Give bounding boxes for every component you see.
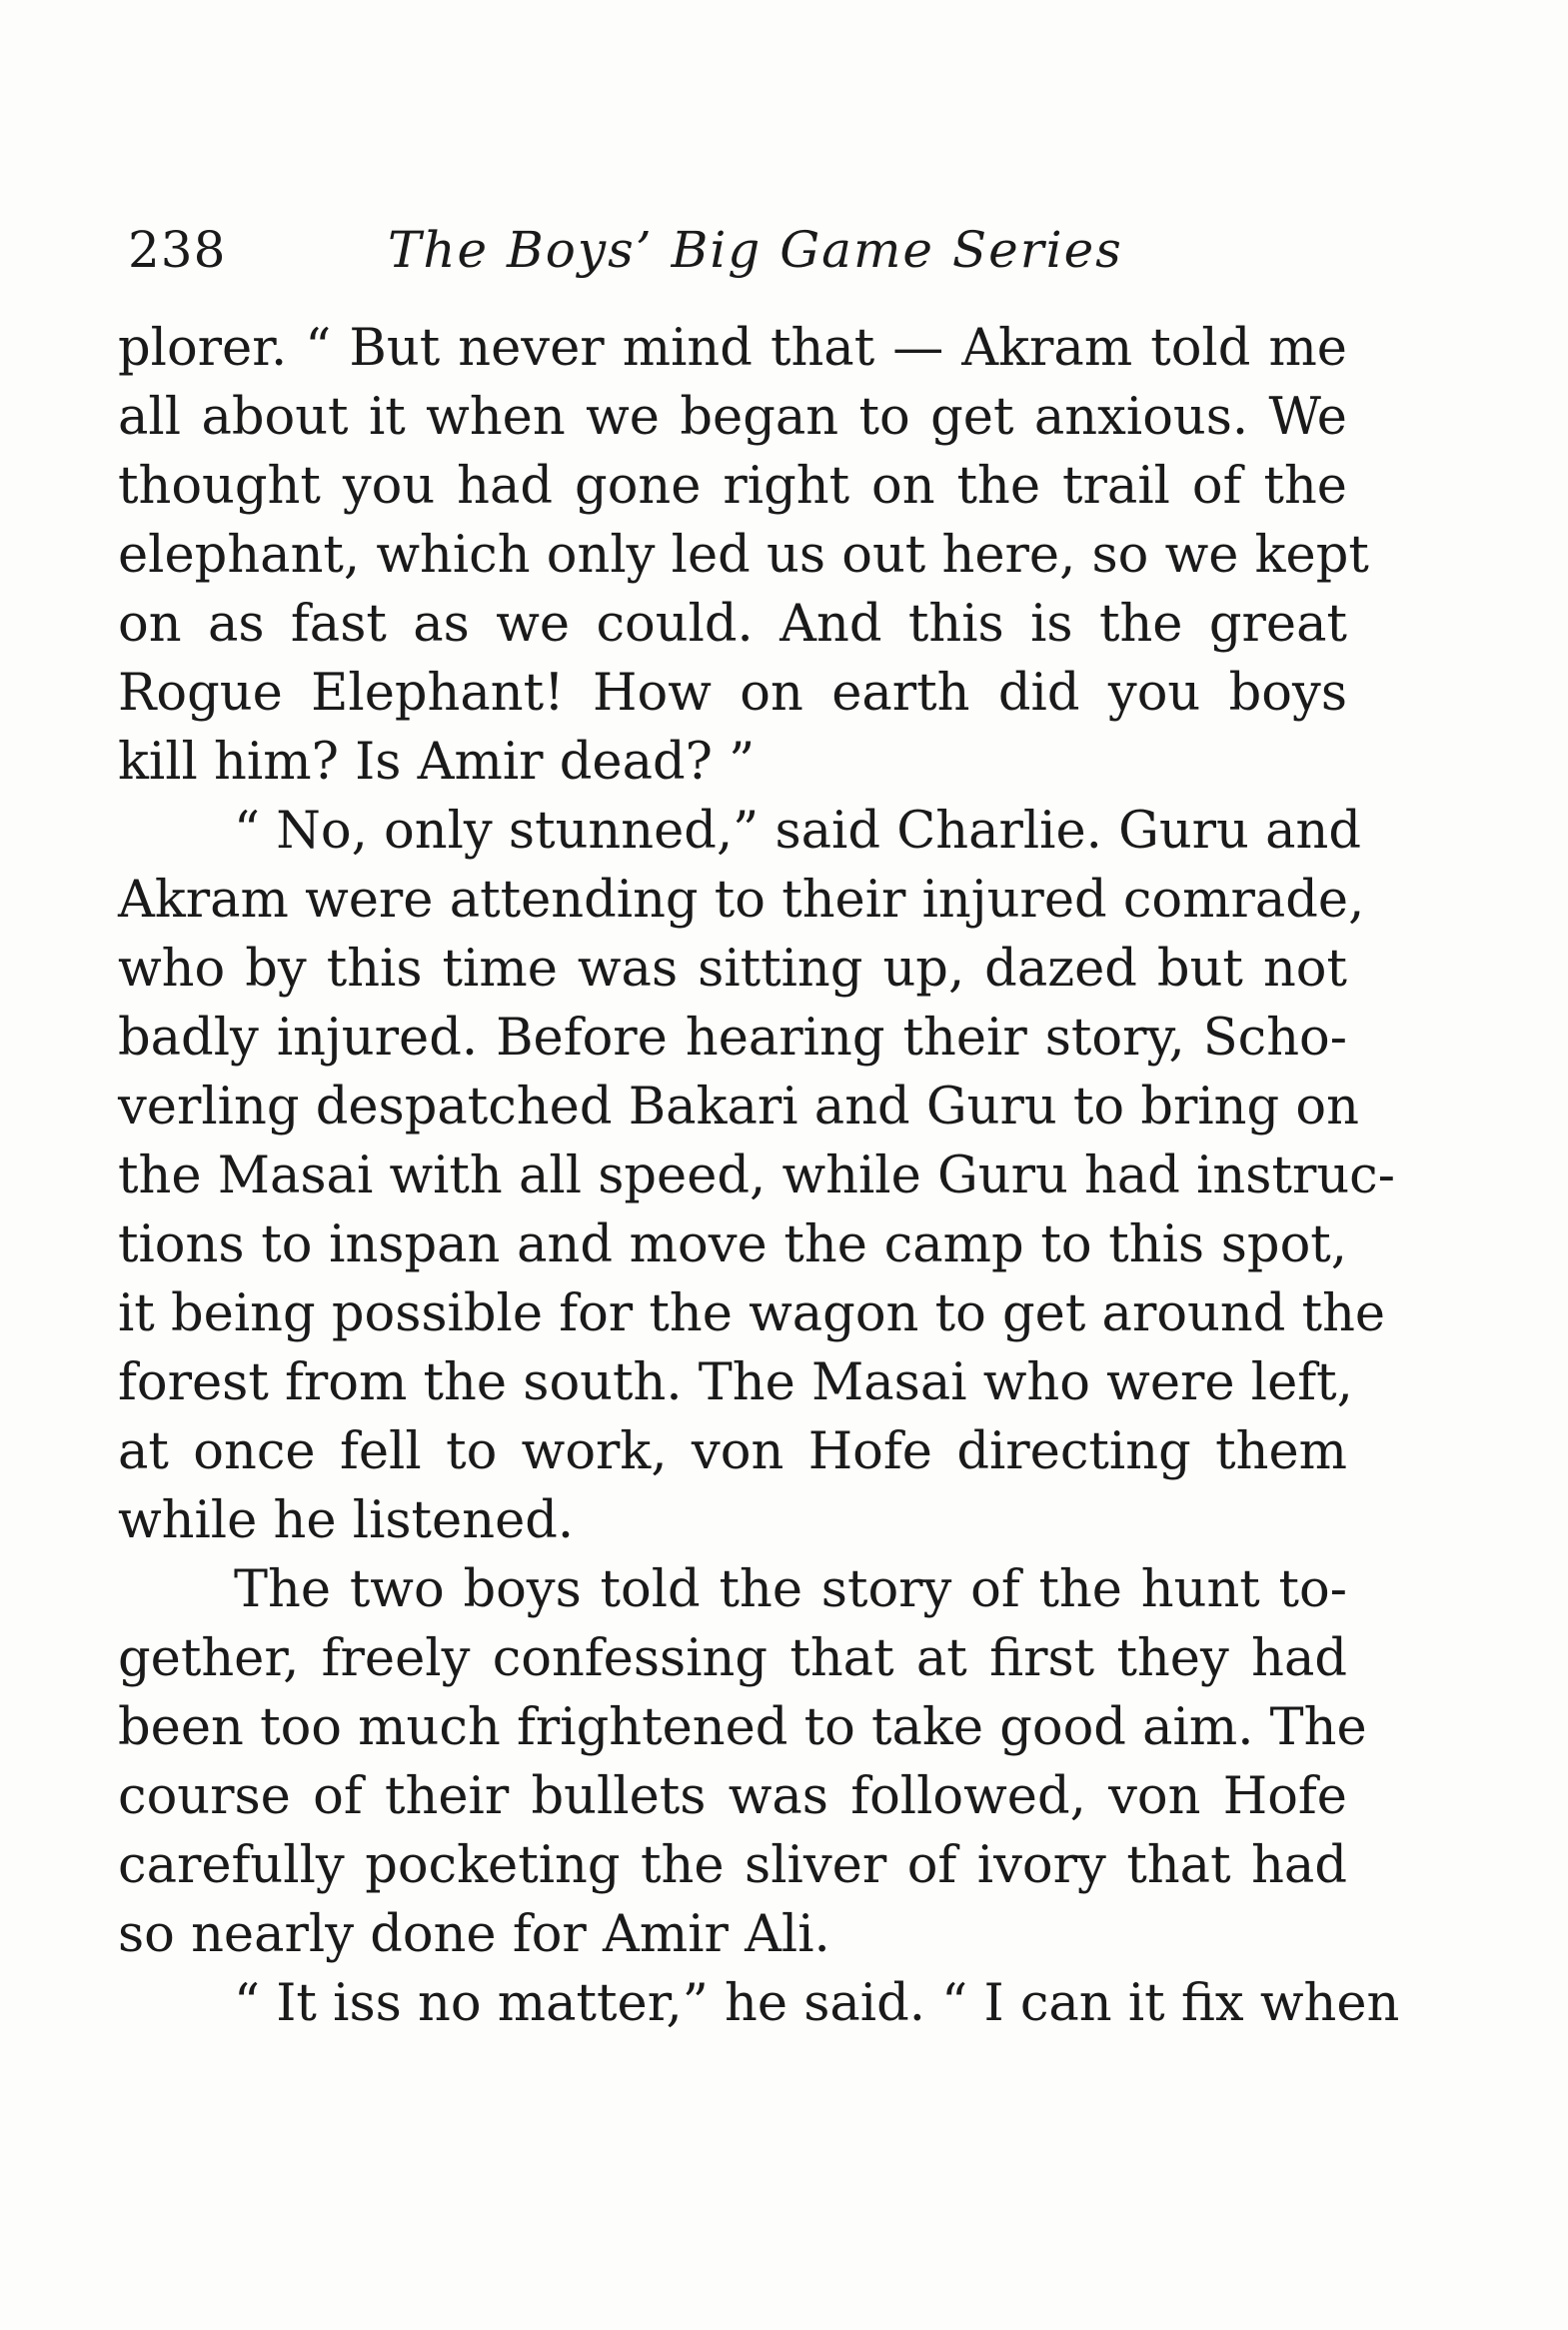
text-line: so nearly done for Amir Ali.	[118, 1905, 830, 1964]
text-line: course of their bullets was followed, von Hofe	[118, 1767, 1347, 1826]
text-line: while he listened.	[118, 1491, 575, 1550]
text-line: it being possible for the wagon to get around the	[118, 1284, 1386, 1343]
page-number: 238	[128, 221, 227, 279]
text-line: badly injured. Before hearing their story, Scho-	[118, 1009, 1347, 1068]
text-line: “ It iss no matter,” he said. “ I can it fix when	[234, 1974, 1400, 2033]
text-line: at once fell to work, von Hofe directing them	[118, 1422, 1347, 1481]
text-line: forest from the south. The Masai who were left,	[118, 1353, 1353, 1412]
text-line: tions to inspan and move the camp to this spot,	[118, 1215, 1347, 1274]
text-line: the Masai with all speed, while Guru had instruc-	[118, 1147, 1395, 1205]
body-text	[118, 314, 1400, 2038]
text-line: Akram were attending to their injured comrade,	[118, 871, 1365, 930]
text-line: Rogue Elephant! How on earth did you boys	[118, 664, 1347, 723]
text-line: verling despatched Bakari and Guru to bring on	[118, 1078, 1359, 1137]
paragraph	[118, 1969, 1400, 2038]
text-line: The two boys told the story of the hunt to-	[234, 1560, 1347, 1619]
text-line: plorer. “ But never mind that — Akram told me	[118, 319, 1347, 378]
text-line: thought you had gone right on the trail of the	[118, 457, 1347, 516]
text-line: who by this time was sitting up, dazed but not	[118, 940, 1347, 999]
paragraph	[118, 1555, 1367, 1969]
running-head	[118, 210, 1347, 290]
running-title: The Boys’ Big Game Series	[388, 221, 1123, 279]
text-line: elephant, which only led us out here, so we kept	[118, 526, 1369, 585]
text-line: kill him? Is Amir dead? ”	[118, 733, 756, 792]
text-line: been too much frightened to take good aim. The	[118, 1698, 1367, 1757]
text-line: “ No, only stunned,” said Charlie. Guru and	[234, 802, 1362, 861]
text-line: on as fast as we could. And this is the great	[118, 595, 1347, 654]
book-page	[118, 210, 1400, 2038]
paragraph	[118, 314, 1369, 797]
paragraph	[118, 797, 1395, 1555]
text-line: gether, freely confessing that at first they had	[118, 1629, 1347, 1688]
text-line: carefully pocketing the sliver of ivory that had	[118, 1836, 1347, 1895]
text-line: all about it when we began to get anxious. We	[118, 388, 1347, 447]
